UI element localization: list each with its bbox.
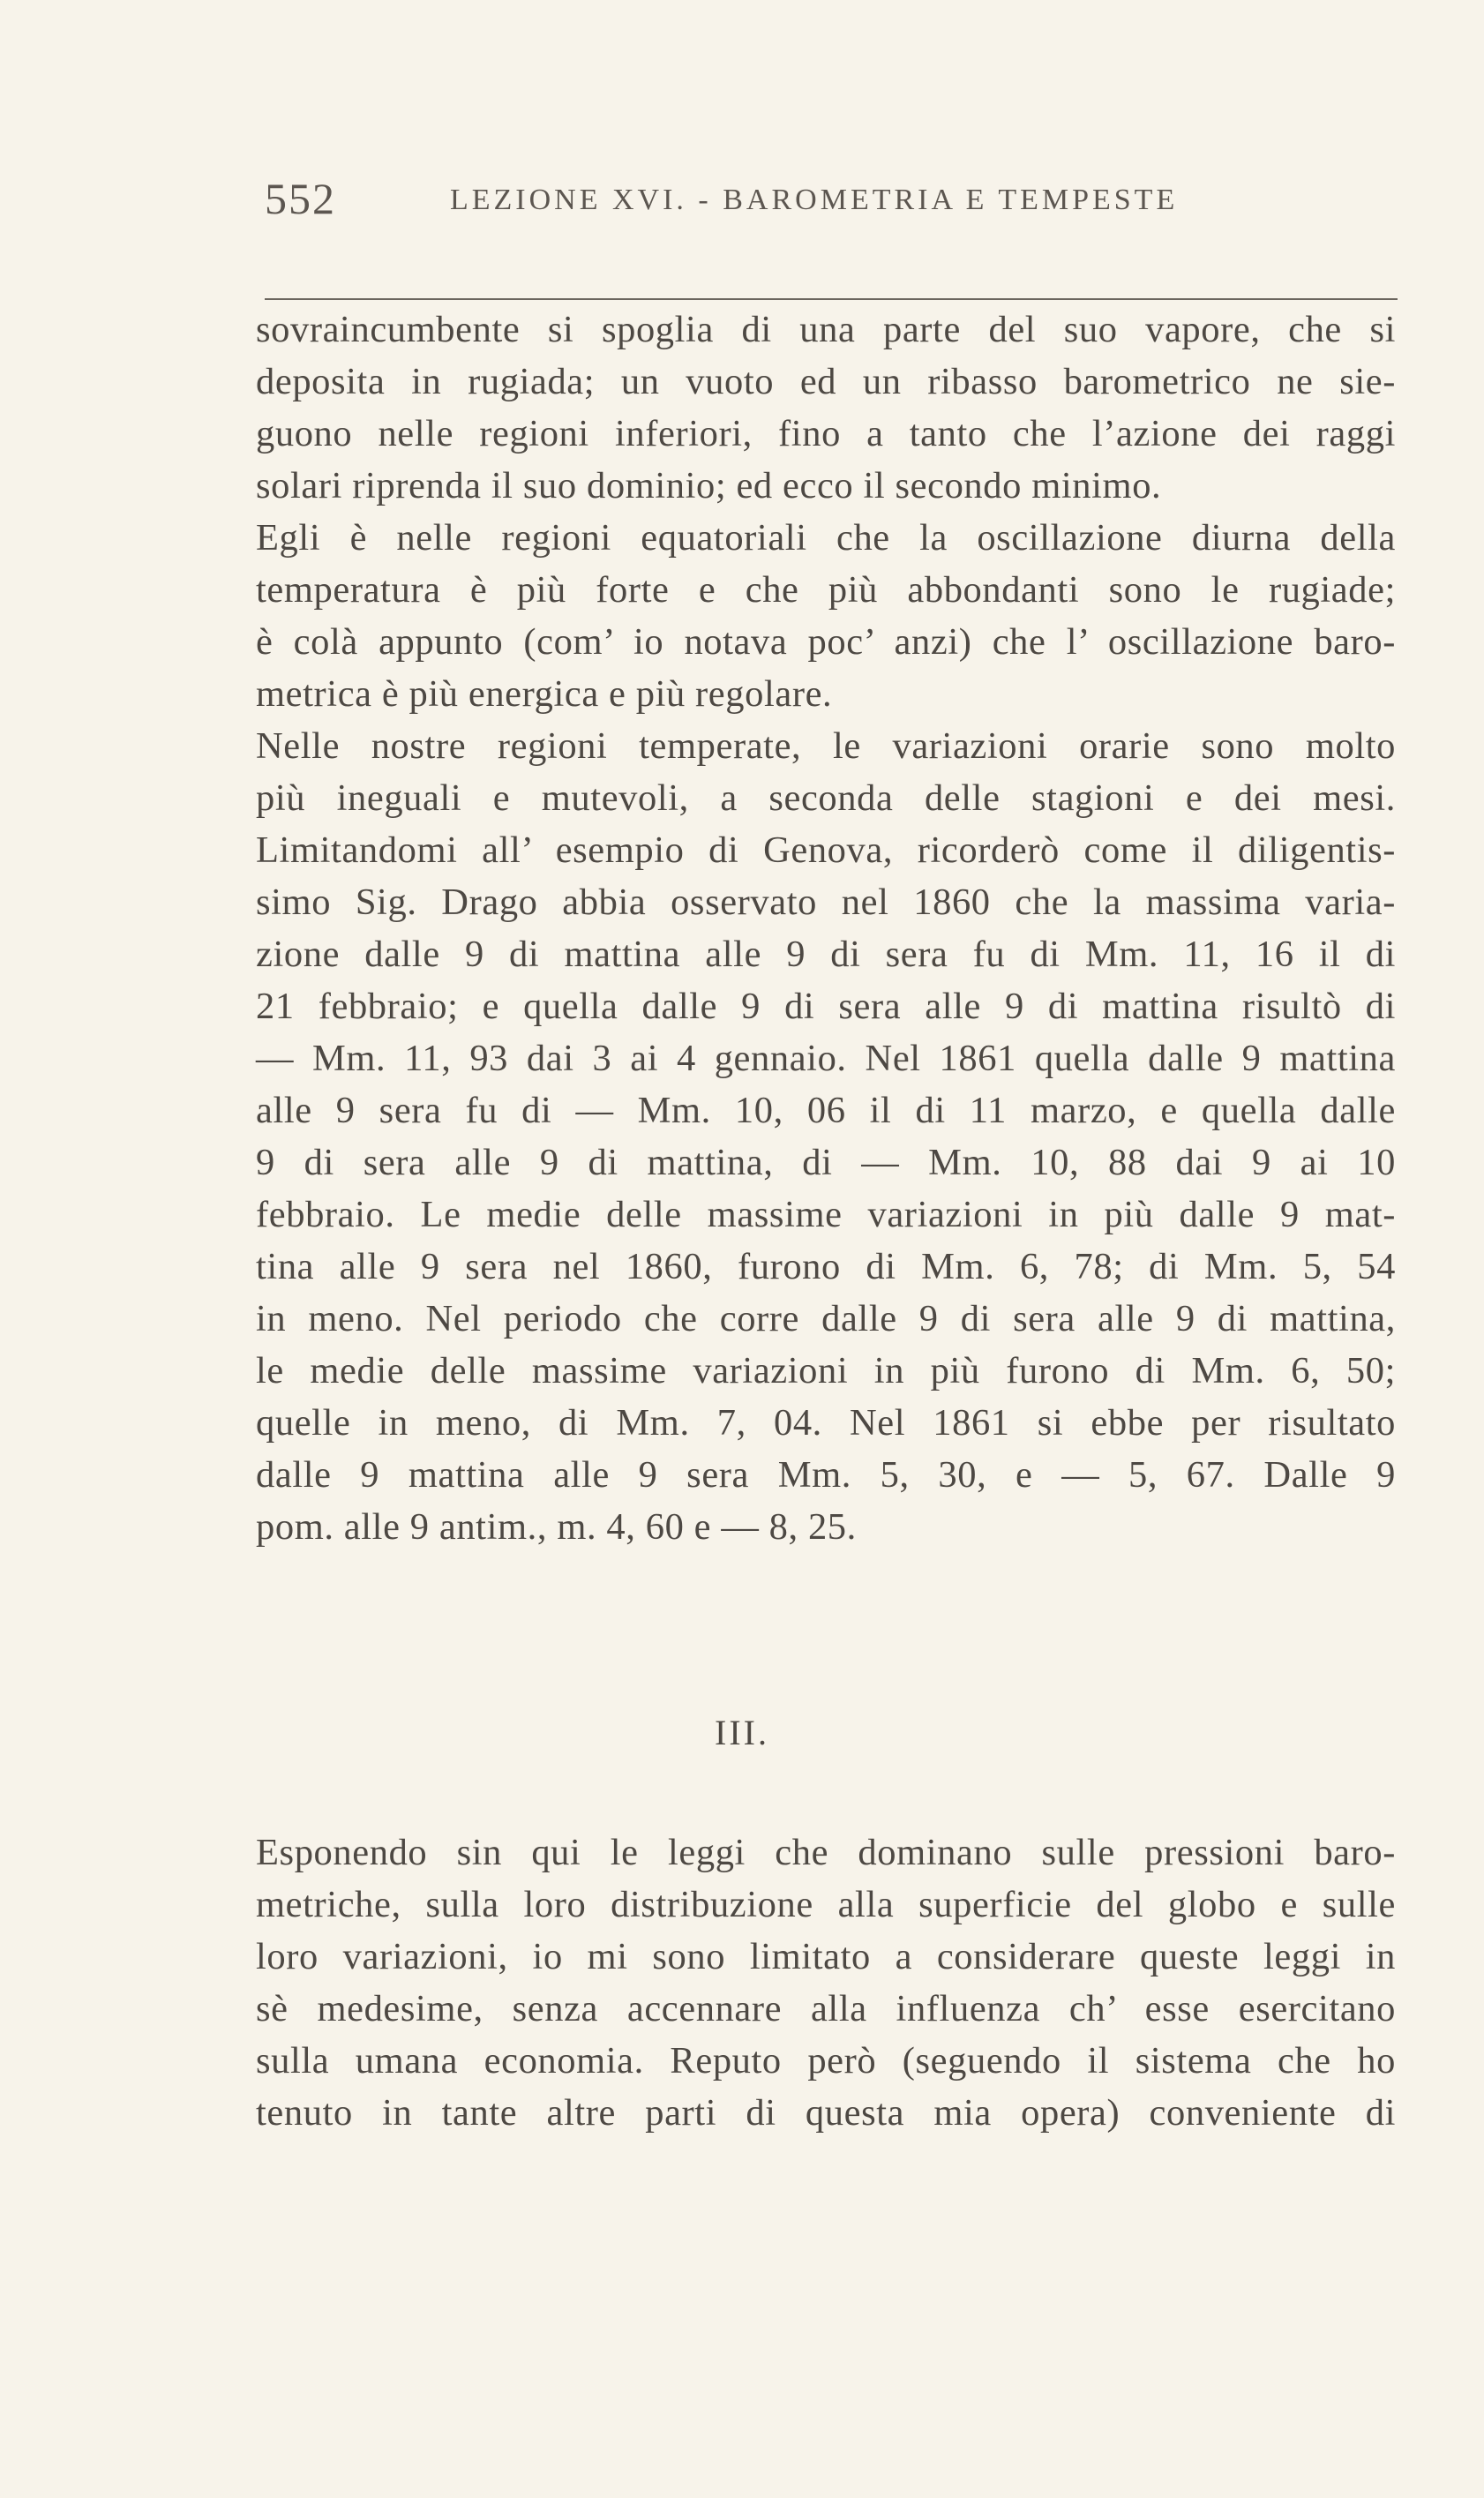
text-line: sulla umana economia. Reputo però (seguendo il sistema che ho <box>256 2040 1396 2082</box>
text-line: Nelle nostre regioni temperate, le variazioni orarie sono molto <box>256 725 1396 767</box>
text-line: alle 9 sera fu di — Mm. 10, 06 il di 11 marzo, e quella dalle <box>256 1090 1396 1131</box>
text-line: deposita in rugiada; un vuoto ed un ribasso barometrico ne sie- <box>256 361 1396 402</box>
text-line: — Mm. 11, 93 dai 3 ai 4 gennaio. Nel 1861 quella dalle 9 mattina <box>256 1038 1396 1079</box>
text-line: Esponendo sin qui le leggi che dominano sulle pressioni baro- <box>256 1832 1396 1873</box>
text-line: le medie delle massime variazioni in più furono di Mm. 6, 50; <box>256 1350 1396 1392</box>
text-line: sovraincumbente si spoglia di una parte del suo vapore, che si <box>256 309 1396 350</box>
text-line: è colà appunto (com’ io notava poc’ anzi) che l’ oscillazione baro- <box>256 621 1396 663</box>
text-line: dalle 9 mattina alle 9 sera Mm. 5, 30, e — 5, 67. Dalle 9 <box>256 1454 1396 1496</box>
text-line: sè medesime, senza accennare alla influenza ch’ esse esercitano <box>256 1988 1396 2029</box>
text-line: tenuto in tante altre parti di questa mia opera) conveniente di <box>256 2092 1396 2134</box>
text-line: febbraio. Le medie delle massime variazioni in più dalle 9 mat- <box>256 1194 1396 1235</box>
header-rule <box>265 298 1398 300</box>
text-line: quelle in meno, di Mm. 7, 04. Nel 1861 si ebbe per risultato <box>256 1402 1396 1444</box>
text-line: Limitandomi all’ esempio di Genova, ricorderò come il diligentis- <box>256 829 1396 871</box>
text-line: metrica è più energica e più regolare. <box>256 673 833 715</box>
text-line: pom. alle 9 antim., m. 4, 60 e — 8, 25. <box>256 1506 857 1548</box>
text-line: temperatura è più forte e che più abbondanti sono le rugiade; <box>256 569 1396 611</box>
text-line: simo Sig. Drago abbia osservato nel 1860 che la massima varia- <box>256 881 1396 923</box>
text-line: 9 di sera alle 9 di mattina, di — Mm. 10, 88 dai 9 ai 10 <box>256 1142 1396 1183</box>
paragraph-block-1 <box>256 304 1396 1553</box>
text-line: 21 febbraio; e quella dalle 9 di sera alle 9 di mattina risultò di <box>256 986 1396 1027</box>
text-line: Egli è nelle regioni equatoriali che la oscillazione diurna della <box>256 517 1396 559</box>
running-title: LEZIONE XVI. - BAROMETRIA E TEMPESTE <box>450 184 1179 216</box>
page-header <box>265 173 1403 235</box>
text-line: metriche, sulla loro distribuzione alla superficie del globo e sulle <box>256 1884 1396 1925</box>
page-number: 552 <box>265 174 336 223</box>
section-heading: III. <box>715 1713 769 1752</box>
text-line: solari riprenda il suo dominio; ed ecco il secondo minimo. <box>256 465 1162 506</box>
text-line: tina alle 9 sera nel 1860, furono di Mm. 6, 78; di Mm. 5, 54 <box>256 1246 1396 1287</box>
text-line: zione dalle 9 di mattina alle 9 di sera fu di Mm. 11, 16 il di <box>256 934 1396 975</box>
text-line: guono nelle regioni inferiori, fino a tanto che l’azione dei raggi <box>256 413 1396 454</box>
text-line: loro variazioni, io mi sono limitato a considerare queste leggi in <box>256 1936 1396 1977</box>
text-line: in meno. Nel periodo che corre dalle 9 di sera alle 9 di mattina, <box>256 1298 1396 1339</box>
text-line: più ineguali e mutevoli, a seconda delle stagioni e dei mesi. <box>256 777 1396 819</box>
paragraph-block-2 <box>256 1827 1396 2139</box>
